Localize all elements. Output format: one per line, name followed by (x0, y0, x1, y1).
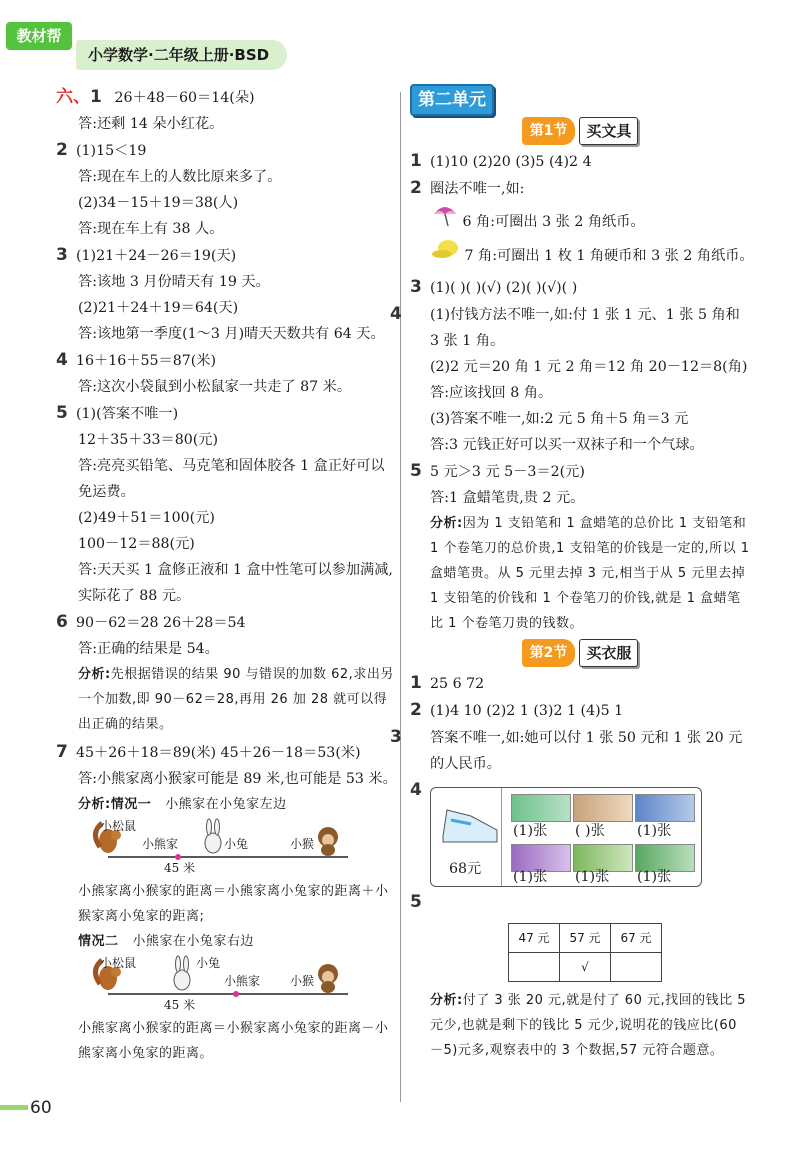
answer-text: 答:该地第一季度(1～3 月)晴天天数共有 64 天。 (78, 326, 385, 342)
answer-text: 答:1 盒蜡笔贵,贵 2 元。 (430, 490, 585, 506)
equation: 90－62＝28 26＋28＝54 (76, 615, 246, 631)
answer-text: 答:亮亮买铅笔、马克笔和固体胶各 1 盒正好可以免运费。 (78, 458, 385, 500)
answer-s2-1 (410, 670, 750, 697)
note-count: (1)张 (637, 869, 672, 885)
answer-text: 答:该地 3 月份晴天有 19 天。 (78, 274, 270, 290)
section-label: 六、 (56, 87, 90, 107)
answer-s2-3 (390, 724, 750, 777)
bear-label: 小熊家 (142, 837, 179, 851)
unit-heading (410, 84, 750, 114)
rabbit-icon (205, 819, 221, 853)
answer-text: (1)付钱方法不唯一,如:付 1 张 1 元、1 张 5 角和 3 张 1 角。 (430, 307, 740, 349)
answer-7 (56, 739, 394, 766)
equation: (2)34－15＋19＝38(人) (78, 195, 239, 211)
table-cell: √ (560, 953, 611, 982)
note: (1)(答案不唯一) (76, 406, 179, 422)
table-row (509, 924, 662, 953)
answer-text: 6 角:可圈出 3 张 2 角纸币。 (462, 214, 645, 230)
hat-icon (432, 238, 460, 274)
question-number: 5 (410, 461, 422, 481)
answer-6 (56, 609, 394, 636)
analysis-text: 因为 1 支铅笔和 1 盒蜡笔的总价比 1 支铅笔和 1 个卷笔刀的总价贵,1 支铅笔的价钱是一定的,所以 1 盒蜡笔贵。从 5 元里去掉 3 元,相当于从 5 元里去掉 1 支铅笔的价钱和 1 个卷笔刀的价钱,就是 1 盒蜡笔比 1 个卷笔刀贵的钱数。 (430, 516, 750, 631)
question-number: 1 (90, 87, 102, 107)
note-count: (1)张 (513, 869, 548, 885)
answer-text: 答:3 元钱正好可以买一双袜子和一个气球。 (430, 437, 704, 453)
table-header-cell: 47 元 (509, 924, 560, 953)
answer-5 (56, 400, 394, 427)
analysis (410, 511, 750, 636)
table-header-cell: 57 元 (560, 924, 611, 953)
right-column (390, 84, 754, 1063)
section-2-heading (410, 636, 750, 670)
answer-4 (56, 347, 394, 374)
note-count: (1)张 (513, 823, 548, 839)
equation: 100－12＝88(元) (78, 536, 195, 552)
equation: (2)21＋24＋19＝64(天) (78, 300, 239, 316)
analysis-label: 分析: (430, 993, 463, 1008)
case-2-explanation: 小熊家离小猴家的距离＝小猴家离小兔家的距离－小熊家离小兔家的距离。 (78, 1021, 389, 1061)
book-title: 小学数学·二年级上册·BSD (76, 40, 287, 70)
answer-6-1 (56, 84, 394, 111)
monkey-label: 小猴 (290, 837, 315, 851)
question-number: 6 (56, 612, 68, 632)
analysis-label: 分析: (78, 797, 111, 812)
answer-text: 答:小熊家离小猴家可能是 89 米,也可能是 53 米。 (78, 771, 397, 787)
rabbit-icon (174, 956, 190, 990)
equation: 16＋16＋55＝87(米) (76, 353, 217, 369)
umbrella-icon (432, 202, 458, 242)
case-label: 情况二 (78, 934, 119, 949)
equation: (2)49＋51＝100(元) (78, 510, 215, 526)
hat-answer (410, 238, 754, 274)
answer-s2-2 (410, 697, 750, 724)
question-number: 7 (56, 742, 68, 762)
case-label: 情况一 (110, 797, 152, 812)
question-number: 2 (410, 178, 422, 198)
answer-r2 (410, 175, 750, 202)
question-number: 1 (410, 151, 422, 171)
section-tag: 第1节 (522, 117, 576, 145)
answer-text: (1)10 (2)20 (3)5 (4)2 4 (430, 154, 592, 170)
answer-text: 答:现在车上的人数比原来多了。 (78, 169, 282, 185)
question-number: 1 (410, 673, 422, 693)
page-number: 60 (30, 1098, 52, 1118)
answer-2 (56, 137, 394, 164)
left-column (56, 84, 397, 1066)
section-name: 买文具 (579, 117, 638, 145)
equation: 5 元＞3 元 5－3＝2(元) (430, 464, 585, 480)
table-row (509, 953, 662, 982)
monkey-label: 小猴 (290, 974, 315, 988)
answer-text: 答:这次小袋鼠到小松鼠家一共走了 87 米。 (78, 379, 352, 395)
case-text: 小熊家在小兔家右边 (132, 934, 254, 949)
analysis-label: 分析: (430, 516, 463, 531)
equation: (1)15＜19 (76, 143, 147, 159)
money-panel (430, 787, 702, 887)
answer-text: 答:天天买 1 盒修正液和 1 盒中性笔可以参加满减,实际花了 88 元。 (78, 562, 393, 604)
answer-r4 (390, 301, 750, 354)
squirrel-label: 小松鼠 (100, 819, 137, 833)
distance-diagram-1 (56, 817, 394, 879)
analysis (410, 988, 750, 1063)
answer-s2-5 (410, 889, 750, 917)
note-count: (1)张 (575, 869, 610, 885)
analysis-text: 先根据错误的结果 90 与错误的加数 62,求出另一个加数,即 90－62＝28,再用 26 加 28 就可以得出正确的结果。 (78, 667, 394, 732)
note-count: (1)张 (637, 823, 672, 839)
case-1-explanation: 小熊家离小猴家的距离＝小熊家离小兔家的距离＋小猴家离小兔家的距离; (78, 884, 389, 924)
section-tag: 第2节 (522, 639, 576, 667)
section-1-heading (410, 114, 750, 148)
equation: (1)21＋24－26＝19(天) (76, 248, 237, 264)
price-table (508, 923, 662, 982)
equation: 12＋35＋33＝80(元) (78, 432, 219, 448)
question-number: 4 (56, 350, 68, 370)
answer-text: 7 角:可圈出 1 枚 1 角硬币和 3 张 2 角纸币。 (464, 248, 754, 264)
shoe-icon (437, 796, 507, 856)
brand-badge: 教材帮 (6, 22, 72, 50)
answer-r5 (410, 458, 750, 485)
answer-text: 答:正确的结果是 54。 (78, 641, 219, 657)
question-number: 5 (56, 403, 68, 423)
note-count: ( )张 (575, 823, 605, 839)
question-number: 3 (410, 277, 422, 297)
answer-text: 答:现在车上有 38 人。 (78, 221, 224, 237)
price-label: 68元 (449, 861, 482, 877)
rabbit-label: 小兔 (224, 837, 249, 851)
answer-3 (56, 242, 394, 269)
analysis-text: 付了 3 张 20 元,就是付了 60 元,找回的钱比 5 元少,也就是剩下的钱比 5 元少,说明花的钱应比(60－5)元多,观察表中的 3 个数据,57 元符合题意。 (430, 993, 747, 1058)
unit-title: 第二单元 (410, 84, 494, 116)
answer-text: 圈法不唯一,如: (430, 181, 525, 197)
answer-text: 答案不唯一,如:她可以付 1 张 50 元和 1 张 20 元的人民币。 (430, 730, 743, 772)
bear-label: 小熊家 (224, 974, 261, 988)
distance-label: 45 米 (164, 861, 196, 875)
question-number: 2 (56, 140, 68, 160)
squirrel-label: 小松鼠 (100, 956, 137, 970)
equation: (2)2 元＝20 角 1 元 2 角＝12 角 20－12＝8(角) (430, 359, 748, 375)
panel-divider (501, 788, 502, 886)
table-cell (611, 953, 662, 982)
distance-label: 45 米 (164, 998, 196, 1012)
question-number: 3 (56, 245, 68, 265)
umbrella-answer (410, 202, 750, 238)
rabbit-label: 小兔 (196, 956, 221, 970)
answer-r3 (410, 274, 750, 301)
question-number: 3 (390, 727, 402, 747)
answer-text: 25 6 72 (430, 676, 485, 692)
answer-r1 (410, 148, 750, 175)
analysis (56, 662, 394, 737)
monkey-icon (318, 827, 338, 856)
table-cell (509, 953, 560, 982)
monkey-icon (318, 964, 338, 993)
question-number: 4 (390, 304, 402, 324)
distance-diagram-2 (56, 954, 394, 1016)
question-number: 5 (410, 892, 422, 912)
table-header-cell: 67 元 (611, 924, 662, 953)
equation: (3)答案不唯一,如:2 元 5 角＋5 角＝3 元 (430, 411, 689, 427)
answer-text: (1)4 10 (2)2 1 (3)2 1 (4)5 1 (430, 703, 624, 719)
page-bar (0, 1105, 28, 1110)
question-number: 2 (410, 700, 422, 720)
case-text: 小熊家在小兔家左边 (165, 797, 287, 812)
section-name: 买衣服 (579, 639, 638, 667)
column-divider (400, 92, 401, 1102)
answer-text: (1)( )( )(√) (2)( )(√)( ) (430, 280, 578, 296)
equation: 45＋26＋18＝89(米) 45＋26－18＝53(米) (76, 745, 361, 761)
question-number: 4 (410, 780, 422, 800)
answer-text: 答:还剩 14 朵小红花。 (78, 116, 224, 132)
answer-s2-4 (410, 777, 750, 889)
answer-text: 答:应该找回 8 角。 (430, 385, 553, 401)
equation: 26＋48－60＝14(朵) (114, 90, 255, 106)
analysis-label: 分析: (78, 667, 111, 682)
